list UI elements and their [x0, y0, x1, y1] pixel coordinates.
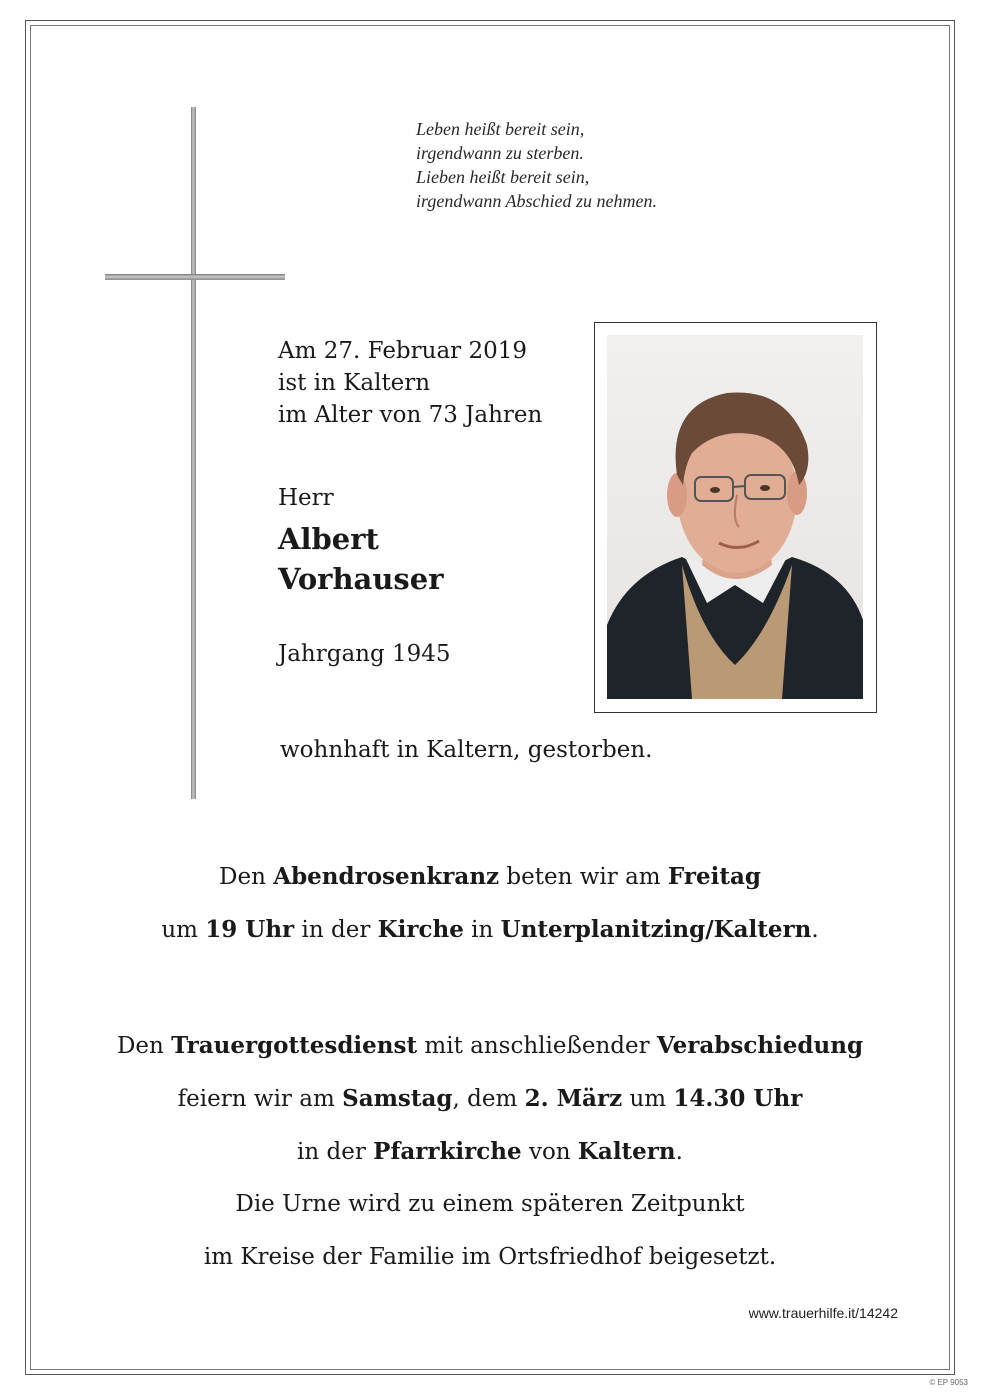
deceased-name [278, 519, 443, 599]
farewell-name: Verabschiedung [656, 1032, 864, 1059]
funeral-line-2 [40, 1085, 940, 1112]
poem-line: irgendwann Abschied zu nehmen. [416, 191, 657, 211]
rosary-venue: Kirche [377, 916, 464, 943]
rosary-name: Abendrosenkranz [273, 863, 500, 890]
cross-vertical-beam [191, 107, 196, 799]
death-date: Am 27. Februar 2019 [278, 338, 528, 364]
text-span: in [463, 917, 501, 943]
death-notice-intro [278, 335, 578, 431]
footer-url: www.trauerhilfe.it/14242 [748, 1305, 898, 1321]
death-age: im Alter von 73 Jahren [278, 402, 543, 428]
poem-line: irgendwann zu sterben. [416, 143, 584, 163]
rosary-time: 19 Uhr [205, 916, 295, 943]
text-span: beten wir am [499, 864, 668, 890]
print-code: © EP 9053 [929, 1378, 968, 1387]
poem [416, 117, 836, 213]
text-span: feiern wir am [177, 1086, 343, 1112]
text-span: mit anschließender [417, 1033, 657, 1059]
funeral-venue: Pfarrkirche [373, 1138, 522, 1165]
cross-horizontal-beam [105, 274, 285, 280]
urn-line-1: Die Urne wird zu einem späteren Zeitpunkt [235, 1191, 745, 1217]
text-span: in der [294, 917, 378, 943]
funeral-day: Samstag [342, 1085, 453, 1112]
text-span: Den [116, 1033, 172, 1059]
first-name: Albert [278, 522, 379, 556]
text-span: . [811, 917, 819, 943]
birth-year: Jahrgang 1945 [278, 641, 451, 667]
residence-line: wohnhaft in Kaltern, gestorben. [280, 737, 653, 763]
salutation: Herr [278, 485, 334, 511]
text-span: , dem [452, 1086, 525, 1112]
urn-line-2: im Kreise der Familie im Ortsfriedhof beigesetzt. [203, 1244, 777, 1270]
poem-line: Leben heißt bereit sein, [416, 119, 585, 139]
funeral-time: 14.30 Uhr [673, 1085, 803, 1112]
text-span: Den [219, 864, 274, 890]
funeral-line-3 [40, 1138, 940, 1165]
rosary-line-2 [40, 916, 940, 943]
rosary-location: Unterplanitzing/Kaltern [500, 916, 812, 943]
funeral-location: Kaltern [577, 1138, 676, 1165]
funeral-line-1 [40, 1032, 940, 1059]
text-span: . [675, 1139, 683, 1165]
funeral-date: 2. März [524, 1085, 623, 1112]
text-span: in der [297, 1139, 374, 1165]
text-span: um [622, 1086, 674, 1112]
rosary-day: Freitag [667, 863, 761, 890]
text-span: um [161, 917, 206, 943]
rosary-line-1 [40, 863, 940, 890]
text-span: von [521, 1139, 578, 1165]
funeral-service-name: Trauergottesdienst [171, 1032, 418, 1059]
portrait-photo-frame [594, 322, 877, 713]
poem-line: Lieben heißt bereit sein, [416, 167, 590, 187]
last-name: Vorhauser [278, 562, 444, 596]
portrait-photo [607, 335, 863, 699]
death-place: ist in Kaltern [278, 370, 431, 396]
